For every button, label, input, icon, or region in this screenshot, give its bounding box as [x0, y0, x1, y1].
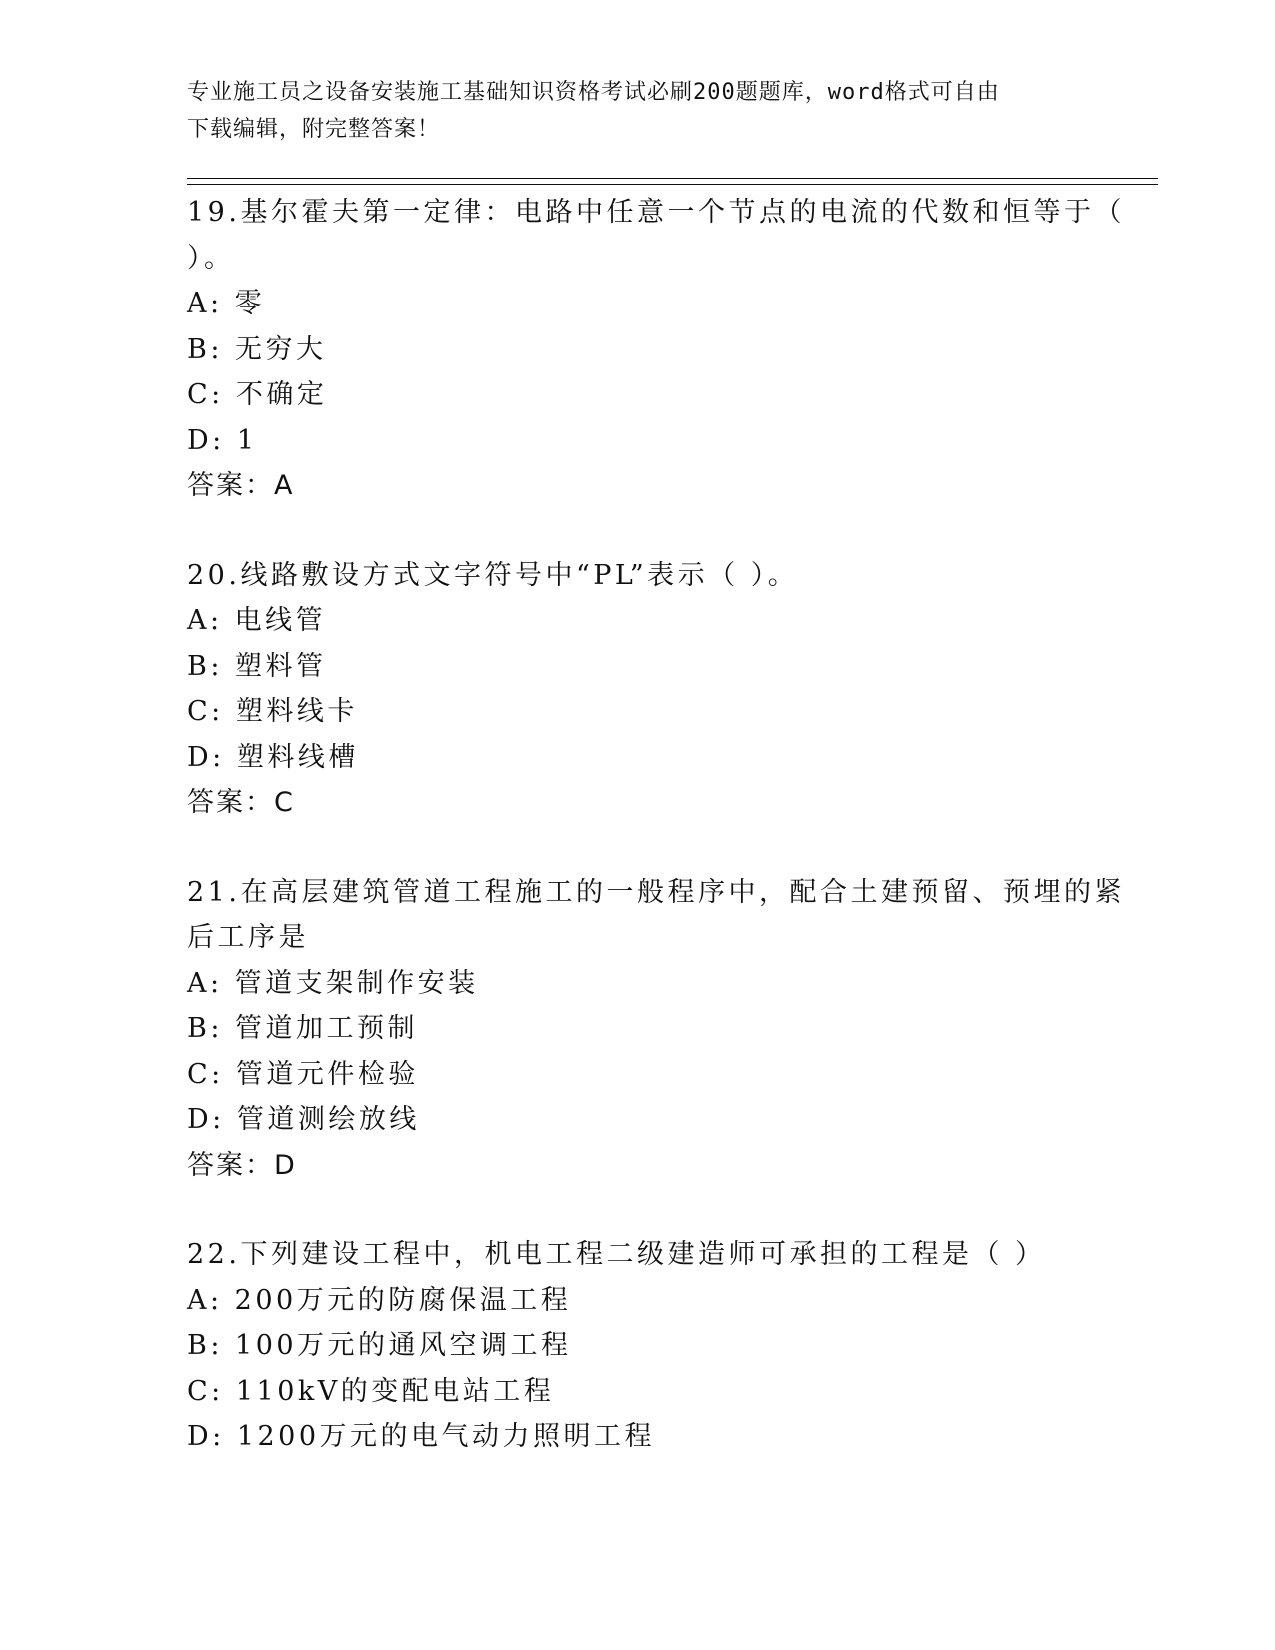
option-a: A: 管道支架制作安装 [187, 967, 479, 999]
option-b: B: 100万元的通风空调工程 [187, 1330, 572, 1361]
option-d: D: 塑料线槽 [187, 741, 359, 773]
header-line-2: 下载编辑，附完整答案！ [187, 117, 441, 142]
option-b: B: 无穷大 [187, 333, 327, 365]
header-line-1: 专业施工员之设备安装施工基础知识资格考试必刷200题题库，word格式可自由 [187, 80, 1000, 105]
option-d: D: 1200万元的电气动力照明工程 [187, 1421, 656, 1452]
option-a: A: 零 [187, 288, 266, 319]
question-stem-line: ）。 [187, 242, 235, 274]
question-stem-line: 21.在高层建筑管道工程施工的一般程序中，配合土建预留、预埋的紧 [187, 876, 1125, 908]
answer-label: 答案：A [187, 470, 295, 501]
question-stem-line: 22.下列建设工程中，机电工程二级建造师可承担的工程是（ ） [187, 1239, 1046, 1270]
header-divider-top [187, 178, 1158, 179]
option-d: D: 管道测绘放线 [187, 1104, 420, 1135]
option-c: C: 塑料线卡 [187, 696, 358, 727]
option-a: A: 电线管 [187, 605, 327, 636]
question-list [187, 190, 1125, 1460]
document-header [187, 74, 1087, 148]
question-20 [187, 553, 1087, 826]
question-stem-line: 20.线路敷设方式文字符号中“PL”表示（ ）。 [187, 559, 799, 591]
option-c: C: 不确定 [187, 379, 328, 410]
answer-label: 答案：D [187, 1149, 297, 1181]
question-19 [187, 190, 1125, 509]
option-b: B: 管道加工预制 [187, 1013, 419, 1044]
question-stem-line: 后工序是 [187, 922, 309, 953]
question-21 [187, 870, 1125, 1189]
option-c: C: 110kV的变配电站工程 [187, 1375, 555, 1407]
option-c: C: 管道元件检验 [187, 1058, 419, 1090]
option-d: D: 1 [187, 424, 258, 456]
answer-label: 答案：C [187, 787, 295, 818]
option-a: A: 200万元的防腐保温工程 [187, 1284, 572, 1316]
question-22 [187, 1232, 1087, 1460]
header-divider-bottom [187, 184, 1158, 185]
question-stem-line: 19.基尔霍夫第一定律：电路中任意一个节点的电流的代数和恒等于（ [187, 197, 1125, 228]
option-b: B: 塑料管 [187, 650, 327, 682]
